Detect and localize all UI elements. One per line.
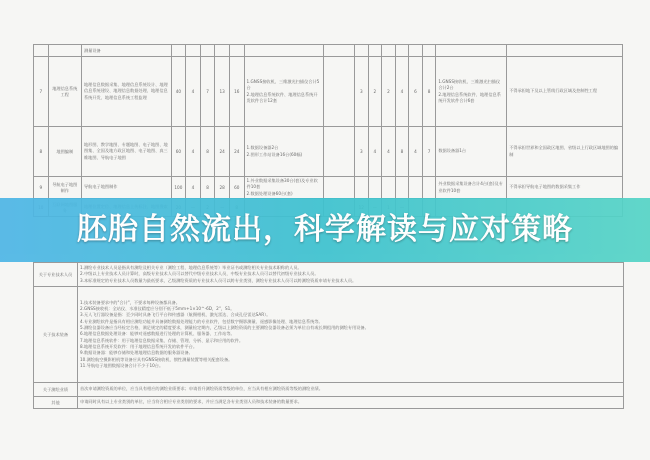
row-name: 导航电子地图制作	[48, 177, 81, 199]
notes-line: 10.测绘航空摄影相机等设备应具有GNSS接收机、惯性测量装置等相关配套设备。	[80, 356, 233, 362]
row-count: 8	[422, 57, 436, 127]
table-row	[34, 177, 623, 199]
row-equipment: 1.外业数据采集设备30台(套)及专业软件10套 2.数据处理设备60台(套)	[244, 177, 323, 199]
row-note: 不得承担地下及以上管线行政区域及控制性工程	[507, 57, 623, 127]
table-row	[34, 127, 623, 177]
notes-row	[34, 287, 624, 383]
notes-line: 1.测绘专业技术人员是指具有测绘及相关专业（测绘工程、地理信息系统等）毕业证书或测绘相关专业技术职称的人员。	[80, 265, 302, 271]
qualification-notes-table	[33, 262, 624, 409]
notes-content	[78, 263, 624, 287]
notes-line: 8.地理信息系统开发软件：用于地理信息系统开发的软件平台。	[80, 343, 198, 349]
row-name: 地图编制	[48, 127, 81, 177]
notes-row	[34, 383, 624, 397]
row-equipment: 外业数据采集设备合计4台(套)及专业软件10套	[436, 177, 507, 199]
notes-line: 3.无人飞行器设备是指：至少同时具备飞行平台和传感器（航摄相机、激光雷达、合成孔径雷达SAR）。	[80, 312, 271, 318]
row-name: 地理信息系统工程	[48, 57, 81, 127]
row-count: 24	[229, 127, 244, 177]
row-count: 2	[368, 57, 382, 127]
row-count: 60	[229, 177, 244, 199]
row-count: 13	[215, 57, 230, 127]
row-count: 4	[395, 57, 409, 127]
row-count: 16	[229, 57, 244, 127]
row-count: 8	[200, 127, 215, 177]
qualification-table-top	[33, 44, 623, 217]
row-note: 不得承担导航电子地图的数据采集工作	[507, 177, 623, 199]
notes-line: 5.测绘仪器设备应当经检定合格，满足规定的精度要求，测量检定期内，乙级以上测绘资质的主要测绘仪器设备必须为单位自有或长期租用的测绘专用设备。	[80, 325, 369, 331]
row-number: 9	[34, 177, 49, 199]
row-count: 3	[355, 57, 369, 127]
header-cell: 测量设备	[81, 45, 171, 57]
row-count: 4	[409, 127, 423, 177]
row-equipment: 1.GNSS接收机、三维激光扫描仪合计5台 2.地理信息系统软件、地理信息系统开发软件合计12套	[244, 57, 323, 127]
row-count: 4	[186, 57, 201, 127]
notes-row	[34, 397, 624, 409]
notes-line: 11.导航电子地图数据设备合计不少于10台。	[80, 362, 164, 368]
title-banner	[0, 198, 650, 262]
notes-line: 9.数据设备器：能够存储和处理地理信息数据的服务器设备。	[80, 350, 193, 356]
notes-line: 1.技术装备要求中的"合计"，不要求每种设备都具备。	[80, 299, 180, 305]
notes-line: 首次申请测绘资质的单位，应当具有相应的测绘业绩要求；申请晋升测绘资质等级的单位，应当具有相应测绘资质等级的测绘业绩。	[78, 383, 624, 397]
notes-label: 关于测绘业绩	[34, 383, 78, 397]
table-header-row	[34, 45, 623, 57]
banner-title: 胚胎自然流出，科学解读与应对策略	[77, 212, 573, 247]
notes-line: 3.本标准规定的专业技术人员数量为最低要求，乙级测绘资质的专业技术人员可以跨专业类别，测绘专业技术人员可以跨测绘资质申请专业技术人员。	[80, 277, 357, 283]
row-count: 60	[171, 127, 186, 177]
row-count: 8	[395, 127, 409, 177]
row-note: 不得承担世界和全国政区地图、省级以上行政区域地图的编制	[507, 127, 623, 177]
notes-label: 关于专业技术人员	[34, 263, 78, 287]
notes-label: 关于技术装备	[34, 287, 78, 383]
row-equipment: 数据设备器1台	[436, 127, 507, 177]
row-count: 4	[186, 127, 201, 177]
notes-line: 2.GNSS接收机：全站仪、水准仪精度应分别不低于5mm+1×10^-6D，2"，S1。	[80, 306, 235, 312]
row-number: 7	[34, 57, 49, 127]
row-desc: 导航电子地图制作	[81, 177, 171, 199]
row-count: 24	[215, 127, 230, 177]
row-count: 3	[355, 127, 369, 177]
row-count: 2	[382, 57, 396, 127]
row-count: 6	[409, 57, 423, 127]
row-count: 40	[171, 57, 186, 127]
notes-row	[34, 263, 624, 287]
notes-label: 其他	[34, 397, 78, 409]
row-count: 7	[422, 127, 436, 177]
notes-content	[78, 287, 624, 383]
notes-line: 2.中级以上专业技术人员计算时，高级专业技术人员可以替代中级专业技术人员，中级专业技术人员可以替代初级专业技术人员。	[80, 271, 319, 277]
row-desc: 地形图、教学地图、专题地图、电子地图、地图集、全国及地方政区地图、电子地图、真三维地图、导航电子地图	[81, 127, 171, 177]
row-equipment: 1.数据设备器2台 2.图形工作站设备16台(60幅)	[244, 127, 323, 177]
row-number: 8	[34, 127, 49, 177]
notes-line: 7.地理信息系统软件：用于地理信息数据采集、存储、管理、分析、显示和应用的软件。	[80, 337, 244, 343]
row-desc: 地理信息数据采集、地理信息系统设计、地理信息系统建设、地理信息数据处理、地理信息系统开发、地理信息系统工程监理	[81, 57, 171, 127]
notes-line: 6.地理信息数据处理设备：能够对遥感数据进行处理的计算机、服务器、工作站等。	[80, 331, 235, 337]
row-count: 8	[200, 177, 215, 199]
row-equipment: 1.GNSS接收机、三维激光扫描仪合计2台 2.地理信息系统软件、地理信息系统开发软件合计6套	[436, 57, 507, 127]
row-count: 4	[368, 127, 382, 177]
table-row	[34, 57, 623, 127]
row-count: 100	[171, 177, 186, 199]
notes-line: 4.专业测绘软件是指具有相应测绘功能并具备测绘数据处理能力的专业软件，包括数字摄影测量、遥感影像处理、地理信息系统等。	[80, 318, 323, 324]
row-count: 7	[200, 57, 215, 127]
row-count: 4	[186, 177, 201, 199]
row-count: 28	[215, 177, 230, 199]
notes-line: 申请同时具有以上专业类别的单位，应当符合相应专业类别的要求，并应当满足各专业类别人员和技术装备的数量要求。	[78, 397, 624, 409]
row-count: 4	[382, 127, 396, 177]
